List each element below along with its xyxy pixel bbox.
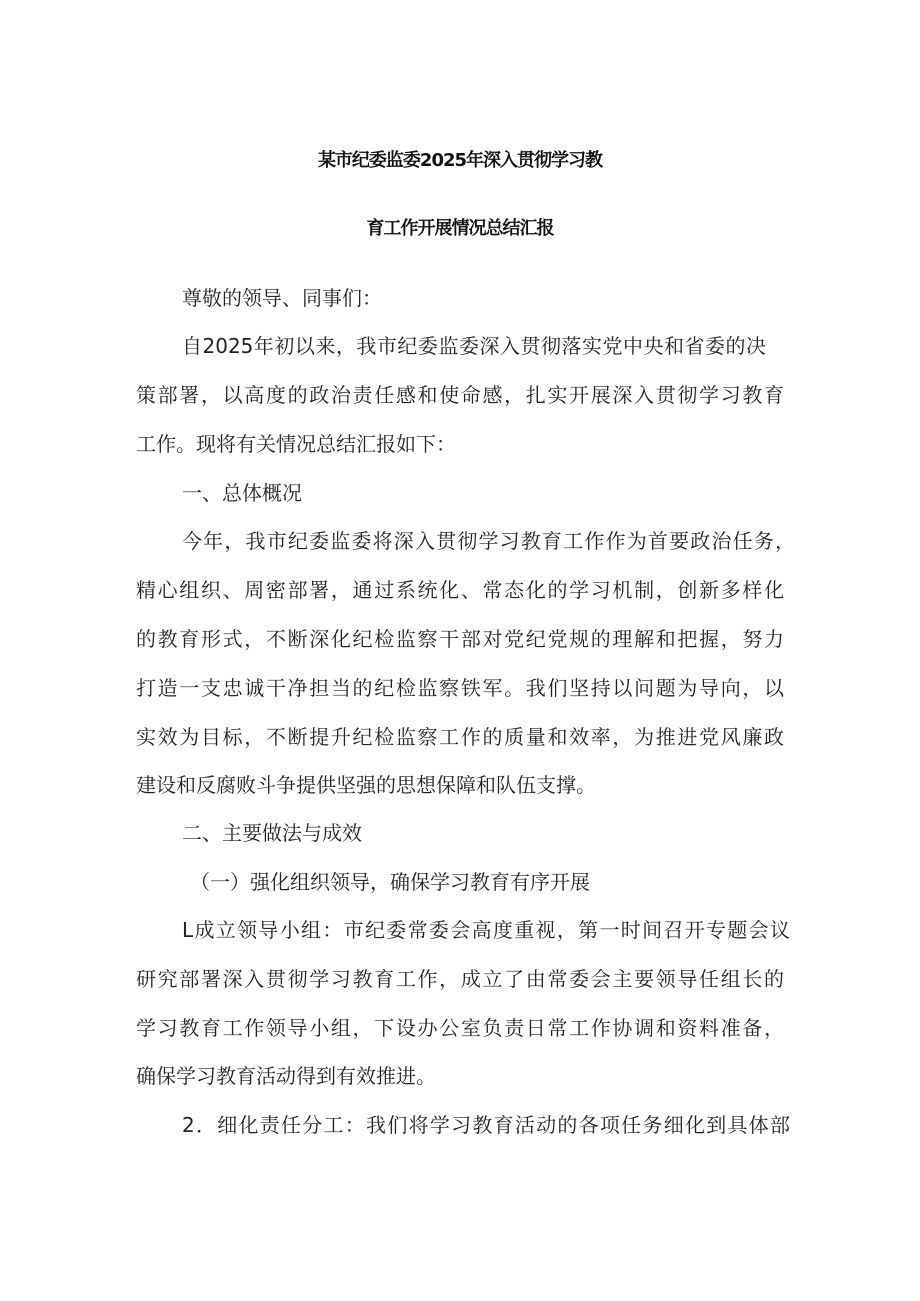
section-1-heading: 一、总体概况 xyxy=(182,481,302,505)
subsection-1-heading: （一）强化组织领导，确保学习教育有序开展 xyxy=(190,870,590,894)
section-2-heading: 二、主要做法与成效 xyxy=(182,821,362,845)
section-1-line-2: 精心组织、周密部署，通过系统化、常态化的学习机制，创新多样化 xyxy=(136,578,784,602)
item-1-line-1: L成立领导小组：市纪委常委会高度重视，第一时间召开专题会议 xyxy=(182,918,790,942)
intro-line-1: 自2025年初以来，我市纪委监委深入贯彻落实党中央和省委的决 xyxy=(182,334,766,358)
intro-line-3: 工作。现将有关情况总结汇报如下： xyxy=(136,432,456,456)
section-1-line-6: 建设和反腐败斗争提供坚强的思想保障和队伍支撑。 xyxy=(136,773,596,797)
document-title-line-2: 育工作开展情况总结汇报 xyxy=(366,218,554,239)
item-1-line-3: 学习教育工作领导小组，下设办公室负责日常工作协调和资料准备， xyxy=(136,1016,784,1040)
section-1-line-5: 实效为目标，不断提升纪检监察工作的质量和效率，为推进党风廉政 xyxy=(136,725,784,749)
section-1-line-4: 打造一支忠诚干净担当的纪检监察铁军。我们坚持以问题为导向，以 xyxy=(136,676,784,700)
item-1-line-2: 研究部署深入贯彻学习教育工作，成立了由常委会主要领导任组长的 xyxy=(136,967,784,991)
section-1-line-3: 的教育形式，不断深化纪检监察干部对党纪党规的理解和把握，努力 xyxy=(136,627,784,651)
salutation: 尊敬的领导、同事们： xyxy=(182,286,382,310)
document-title-line-1: 某市纪委监委2025年深入贯彻学习教 xyxy=(317,150,603,171)
section-1-line-1: 今年，我市纪委监委将深入贯彻学习教育工作作为首要政治任务， xyxy=(182,529,795,553)
intro-line-2: 策部署，以高度的政治责任感和使命感，扎实开展深入贯彻学习教育 xyxy=(136,383,784,407)
item-1-line-4: 确保学习教育活动得到有效推进。 xyxy=(136,1064,436,1088)
item-2-line-1: 2．细化责任分工：我们将学习教育活动的各项任务细化到具体部 xyxy=(182,1113,790,1137)
